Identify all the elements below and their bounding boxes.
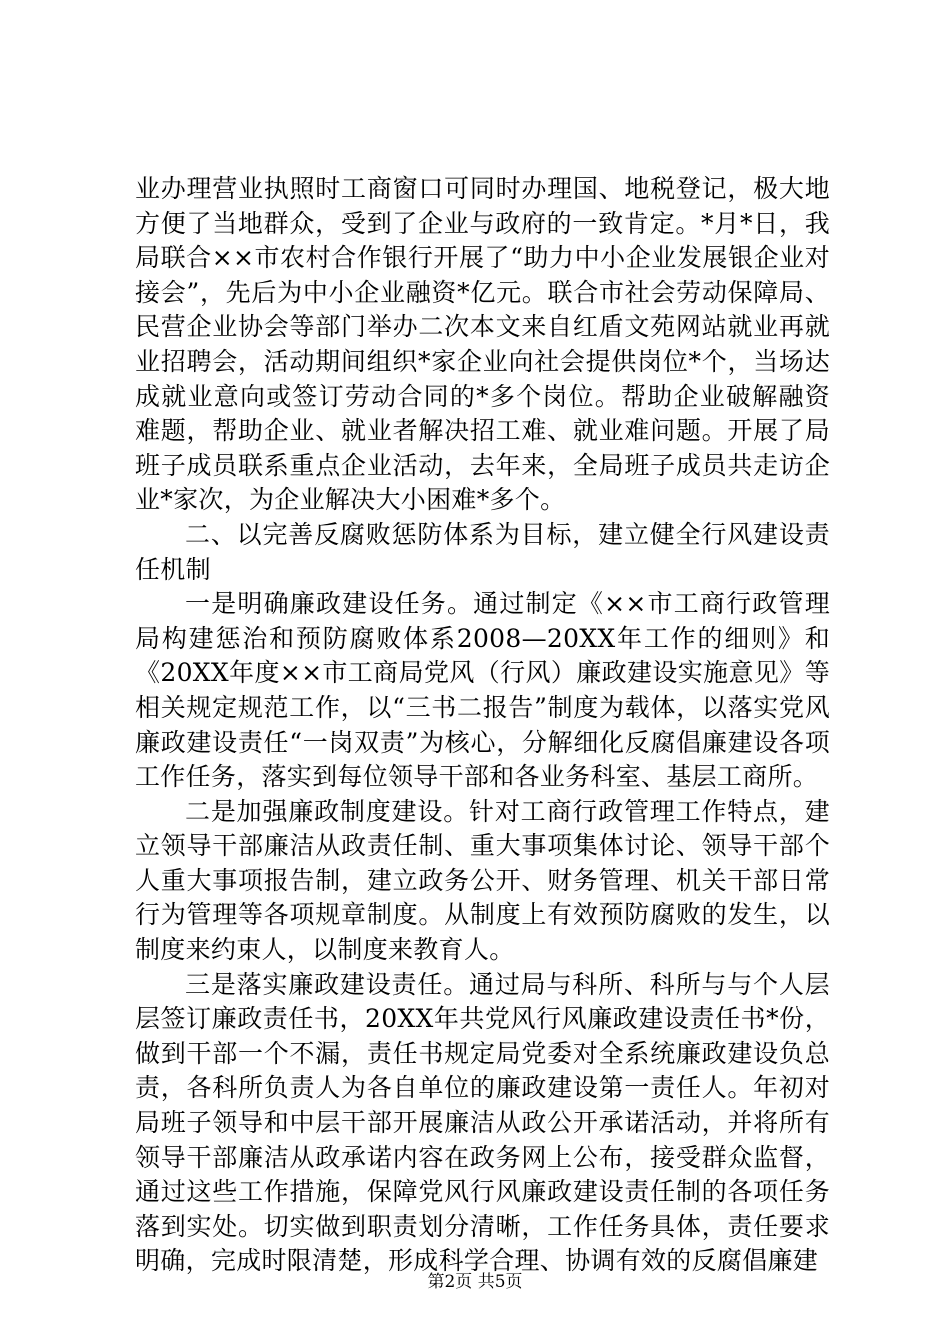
section-heading-anti-corruption: 二、以完善反腐败惩防体系为目标，建立健全行风建设责任机制: [135, 519, 830, 584]
paragraph-system-building: 二是加强廉政制度建设。针对工商行政管理工作特点，建立领导干部廉洁从政责任制、重大事项集体讨论、领导干部个人重大事项报告制，建立政务公开、财务管理、机关干部日常行为管理等各项规章制度。从制度上有效预防腐败的发生，以制度来约束人，以制度来教育人。: [135, 796, 830, 965]
page-number-footer: 第2页 共5页: [427, 1272, 523, 1292]
paragraph-responsibility: 三是落实廉政建设责任。通过局与科所、科所与与个人层层签订廉政责任书，20XX年共党风行风廉政建设责任书*份，做到干部一个不漏，责任书规定局党委对全系统廉政建设负总责，各科所负责人为各自单位的廉政建设第一责任人。年初对局班子领导和中层干部开展廉洁从政公开承诺活动，并将所有领导干部廉洁从政承诺内容在政务网上公布，接受群众监督，通过这些工作措施，保障党风行风廉政建设责任制的各项任务落到实处。切实做到职责划分清晰，工作任务具体，责任要求明确，完成时限清楚，形成科学合理、协调有效的反腐倡廉建: [135, 969, 830, 1276]
paragraph-enterprise-services: 业办理营业执照时工商窗口可同时办理国、地税登记，极大地方便了当地群众，受到了企业与政府的一致肯定。*月*日，我局联合××市农村合作银行开展了“助力中小企业发展银企业对接会”，先后为中小企业融资*亿元。联合市社会劳动保障局、民营企业协会等部门举办二次本文来自红盾文苑网站就业再就业招聘会，活动期间组织*家企业向社会提供岗位*个，当场达成就业意向或签订劳动合同的*多个岗位。帮助企业破解融资难题，帮助企业、就业者解决招工难、就业难问题。开展了局班子成员联系重点企业活动，去年来，全局班子成员共走访企业*家次，为企业解决大小困难*多个。: [135, 174, 830, 515]
paragraph-clarify-tasks: 一是明确廉政建设任务。通过制定《××市工商行政管理局构建惩治和预防腐败体系2008—20XX年工作的细则》和《20XX年度××市工商局党风（行风）廉政建设实施意见》等相关规定规范工作，以“三书二报告”制度为载体，以落实党风廉政建设责任“一岗双责”为核心，分解细化反腐倡廉建设各项工作任务，落实到每位领导干部和各业务科室、基层工商所。: [135, 589, 830, 792]
document-body: [135, 172, 830, 1279]
